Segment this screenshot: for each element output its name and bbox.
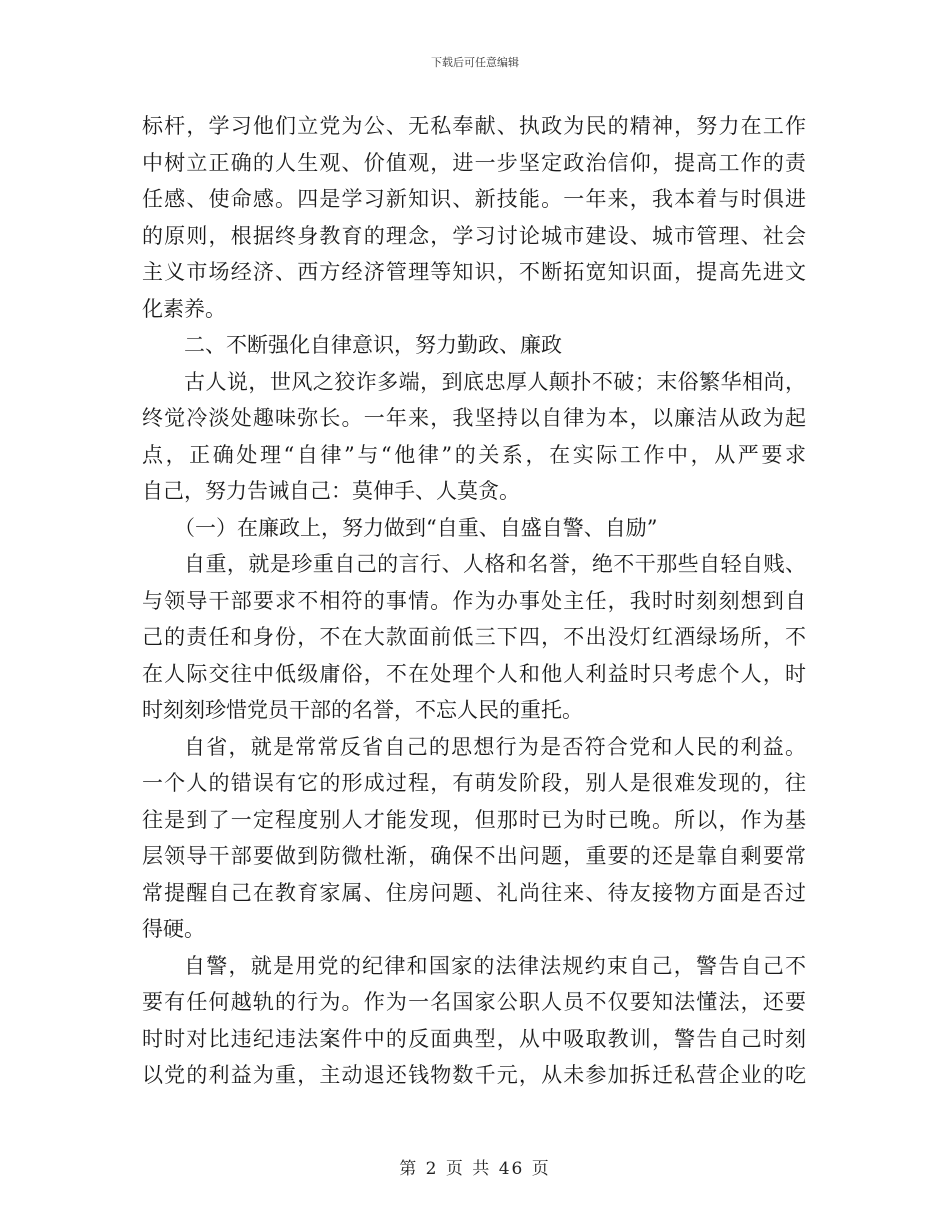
- text-line: 得硬。: [142, 917, 205, 941]
- text-line: 一个人的错误有它的形成过程，有萌发阶段，别人是很难发现的，往: [142, 771, 806, 795]
- text-line: 自重，就是珍重自己的言行、人格和名誉，绝不干那些自轻自贱、: [184, 552, 806, 576]
- text-line: 自己，努力告诫自己：莫伸手、人莫贪。: [142, 479, 520, 503]
- text-line: 时刻刻珍惜党员干部的名誉，不忘人民的重托。: [142, 698, 583, 722]
- text-line: 点，正确处理“自律”与“他律”的关系，在实际工作中，从严要求: [142, 442, 806, 467]
- page-footer: 第 2 页 共 46 页: [399, 1159, 551, 1179]
- text-line: 往是到了一定程度别人才能发现，但那时已为时已晚。所以，作为基: [142, 807, 806, 832]
- text-line: 中树立正确的人生观、价值观，进一步坚定政治信仰，提高工作的责: [142, 150, 806, 175]
- text-line: 在人际交往中低级庸俗，不在处理个人和他人利益时只考虑个人，时: [142, 661, 806, 686]
- text-line: 化素养。: [142, 296, 226, 321]
- text-line: 常提醒自己在教育家属、住房问题、礼尚往来、待友接物方面是否过: [142, 880, 806, 905]
- text-line: 二、不断强化自律意识，努力勤政、廉政: [184, 333, 562, 357]
- text-line: 自省，就是常常反省自己的思想行为是否符合党和人民的利益。: [184, 734, 806, 759]
- text-line: 任感、使命感。四是学习新知识、新技能。一年来，我本着与时俱进: [142, 187, 806, 211]
- text-line: 层领导干部要做到防微杜渐，确保不出问题，重要的还是靠自剩要常: [142, 844, 806, 868]
- text-line: 以党的利益为重，主动退还钱物数千元，从未参加拆迁私营企业的吃: [142, 1063, 806, 1087]
- document-body: [142, 108, 806, 1094]
- text-line: 己的责任和身份，不在大款面前低三下四，不出没灯红酒绿场所，不: [142, 625, 806, 649]
- text-line: 自警，就是用党的纪律和国家的法律法规约束自己，警告自己不: [184, 953, 806, 978]
- text-line: 的原则，根据终身教育的理念，学习讨论城市建设、城市管理、社会: [142, 223, 806, 248]
- text-line: 标杆，学习他们立党为公、无私奉献、执政为民的精神，努力在工作: [142, 114, 806, 138]
- text-line: 时时对比违纪违法案件中的反面典型，从中吸取教训，警告自己时刻: [142, 1026, 806, 1051]
- text-line: 古人说，世风之狡诈多端，到底忠厚人颠扑不破；末俗繁华相尚，: [184, 369, 806, 394]
- text-line: 终觉冷淡处趣味弥长。一年来，我坚持以自律为本，以廉洁从政为起: [142, 406, 806, 430]
- text-line: 主义市场经济、西方经济管理等知识，不断拓宽知识面，提高先进文: [142, 260, 806, 284]
- text-line: 要有任何越轨的行为。作为一名国家公职人员不仅要知法懂法，还要: [142, 990, 806, 1014]
- text-line: 与领导干部要求不相符的事情。作为办事处主任，我时时刻刻想到自: [142, 588, 806, 613]
- text-line: （一）在廉政上，努力做到“自重、自盛自警、自励”: [174, 515, 658, 540]
- page-header: 下载后可任意编辑: [431, 56, 519, 69]
